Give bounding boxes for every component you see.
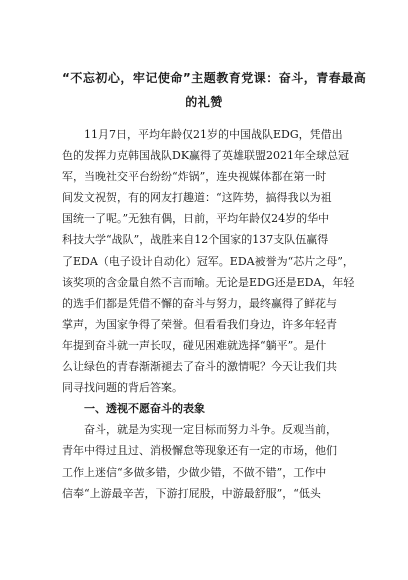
paragraph-line: 科技大学“战队”，战胜来自12个国家的137支队伍赢得 xyxy=(62,233,329,247)
title-line: 的礼赞 xyxy=(185,95,223,109)
paragraph-line: 年提到奋斗就一声长叹，碰见困难就选择“躺平”。是什 xyxy=(62,338,327,352)
paragraph-line: 信奉“上游最辛苦，下游打屁股，中游最舒服”，“低头 xyxy=(62,486,321,500)
paragraph-line: 军，当晚社交平台纷纷“炸锅”，连央视媒体都在第一时 xyxy=(62,170,327,184)
document-title xyxy=(62,66,367,114)
paragraph-line: 奋斗，就是为实现一定目标而努力斗争。反观当前， xyxy=(84,423,337,437)
section-heading: 一、透视不愿奋斗的表象 xyxy=(84,402,205,416)
paragraph-line: 间发文祝贺，有的网友打趣道：“这阵势，搞得我以为祖 xyxy=(62,191,332,205)
paragraph-line: 工作上迷信“多做多错，少做少错，不做不错”，工作中 xyxy=(62,465,327,479)
paragraph-line: 的选手们都是凭借不懈的奋斗与努力，最终赢得了鲜花与 xyxy=(62,296,337,310)
paragraph-line: 掌声，为国家争得了荣誉。但看看我们身边，许多年轻青 xyxy=(62,317,337,331)
paragraph-line: 色的发挥力克韩国战队DK赢得了英雄联盟2021年全球总冠 xyxy=(62,149,350,163)
paragraph-line: 11月7日，平均年龄仅21岁的中国战队EDG，凭借出 xyxy=(84,128,343,141)
paragraph-line: 青年中得过且过、消极懈怠等现象还有一定的市场，他们 xyxy=(62,444,337,458)
paragraph-line: 该奖项的含金量自然不言而喻。无论是EDG还是EDA，年轻 xyxy=(62,275,355,289)
paragraph-line: 同寻找问题的背后答案。 xyxy=(62,381,183,395)
paragraph-line: 了EDA（电子设计自动化）冠军。EDA被誉为“芯片之母”， xyxy=(62,254,354,268)
title-line: “不忘初心，牢记使命”主题教育党课：奋斗，青春最高 xyxy=(62,71,367,85)
document-body xyxy=(62,124,355,504)
paragraph-line: 么让绿色的青春渐渐褪去了奋斗的激情呢？今天让我们共 xyxy=(62,360,337,374)
paragraph-line: 国统一了呢。”无独有偶，日前，平均年龄仅24岁的华中 xyxy=(62,212,330,226)
